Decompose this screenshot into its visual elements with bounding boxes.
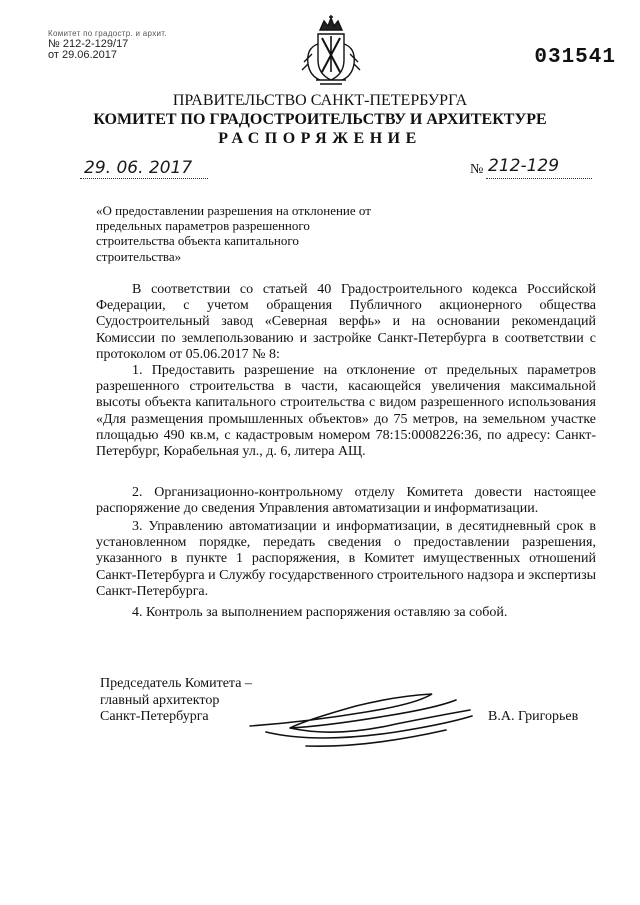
document-type: РАСПОРЯЖЕНИЕ xyxy=(218,130,422,147)
signatory-position xyxy=(100,676,252,726)
order-date: 29. 06. 2017 xyxy=(84,158,193,178)
item-3-paragraph: 3. Управлению автоматизации и информатизации, в десятидневный срок в установленном порядке, передать сведения о предоставлении разрешения, указанного в пункте 1 распоряжения, в Комитет имущественных отношений Санкт-Петербурга и Службу государственного строительного надзора и экспертизы Санкт-Петербурга. xyxy=(96,519,597,599)
preamble-paragraph: В соответствии со статьей 40 Градостроительного кодекса Российской Федерации, с учетом обращения Публичного акционерного общества Судостроительный завод «Северная верфь» и на основании рекомендаций Комиссии по землепользованию и застройке Санкт-Петербурга в соответствии с протоколом от 05.06.2017 № 8: xyxy=(96,282,596,362)
coat-of-arms-icon xyxy=(298,14,364,92)
signatory-line-2: главный архитектор xyxy=(100,692,220,708)
registration-stamp xyxy=(48,28,167,61)
order-number: 212-129 xyxy=(488,156,560,176)
number-underline xyxy=(486,178,592,179)
handwritten-signature xyxy=(246,686,476,756)
signatory-line-3: Санкт-Петербурга xyxy=(100,709,209,725)
date-underline xyxy=(80,178,208,179)
stamp-number: № 212-2-129/17 xyxy=(48,38,129,50)
stamp-date: от 29.06.2017 xyxy=(48,49,118,61)
document-serial-number: 031541 xyxy=(534,46,616,69)
stamp-org: Комитет по градостр. и архит. xyxy=(48,29,167,38)
order-number-label: № xyxy=(470,162,484,177)
signatory-line-1: Председатель Комитета – xyxy=(100,676,252,691)
item-1-paragraph: 1. Предоставить разрешение на отклонение от предельных параметров разрешенного строительства в части, касающейся увеличения максимальной высоты объекта капитального строительства с видом разрешенного использования «Для размещения промышленных объектов» до 75 метров, на земельном участке площадью 490 кв.м, с кадастровым номером 78:15:0008226:36, по адресу: Санкт-Петербург, Корабельная ул., д. 6, литера АЩ. xyxy=(96,363,596,460)
order-subject: «О предоставлении разрешения на отклонение от предельных параметров разрешенного строительства объекта капитального строительства» xyxy=(96,203,371,264)
item-2-paragraph: 2. Организационно-контрольному отделу Комитета довести настоящее распоряжение до сведения Управления автоматизации и информатизации. xyxy=(96,485,596,517)
government-title: ПРАВИТЕЛЬСТВО САНКТ-ПЕТЕРБУРГА xyxy=(172,92,468,109)
committee-title: КОМИТЕТ ПО ГРАДОСТРОИТЕЛЬСТВУ И АРХИТЕКТУРЕ xyxy=(93,111,547,128)
item-4-paragraph: 4. Контроль за выполнением распоряжения оставляю за собой. xyxy=(132,605,508,620)
signatory-name: В.А. Григорьев xyxy=(488,709,579,724)
